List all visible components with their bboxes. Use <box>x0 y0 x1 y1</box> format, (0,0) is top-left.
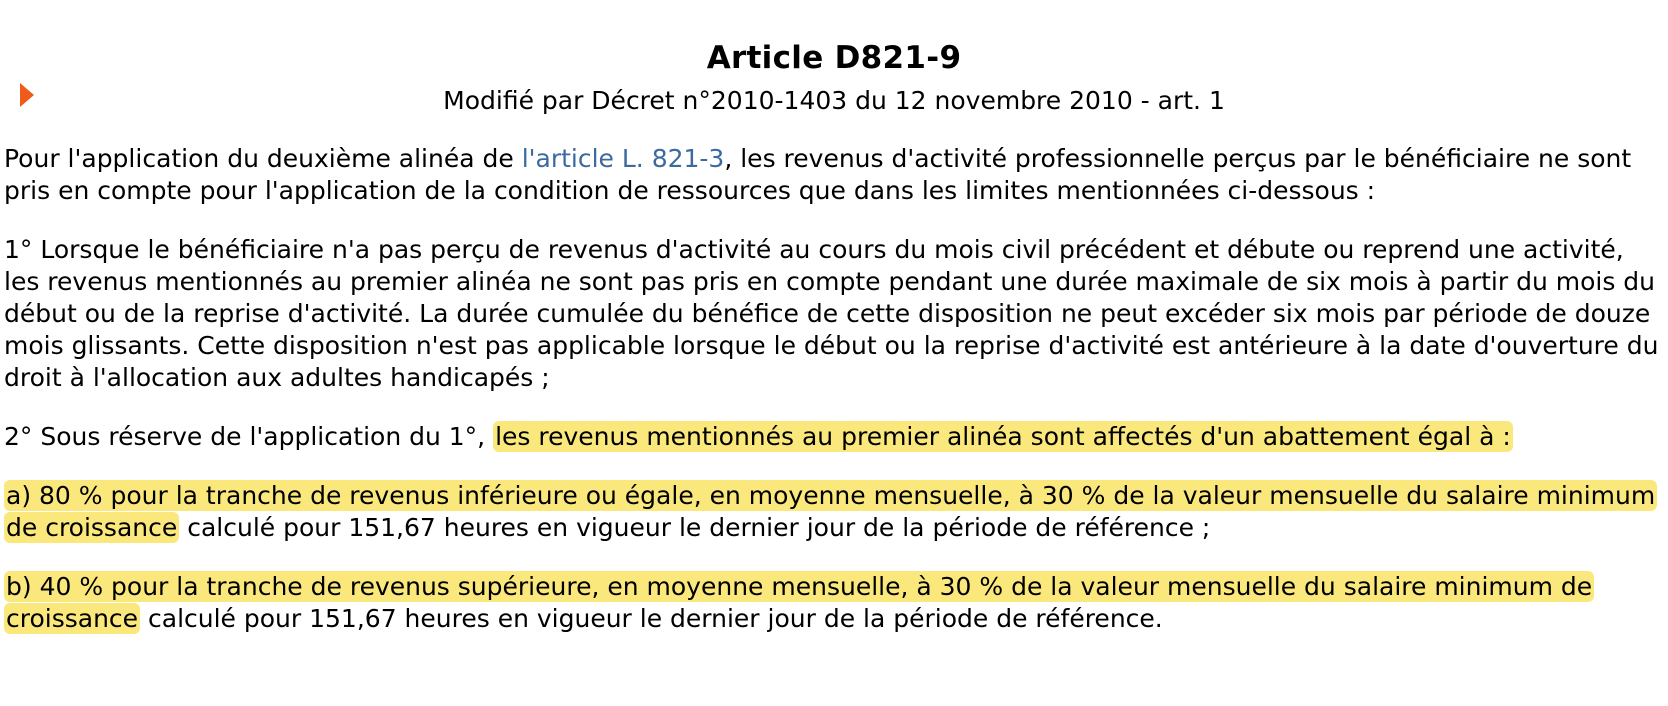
intro-paragraph <box>4 143 1659 207</box>
paragraph-a-text: calculé pour 151,67 heures en vigueur le dernier jour de la période de référence ; <box>179 513 1211 542</box>
article-modification-note: Modifié par Décret n°2010-1403 du 12 novembre 2010 - art. 1 <box>443 86 1225 115</box>
article-title: Article D821-9 <box>706 40 962 76</box>
paragraph-b <box>4 571 1659 635</box>
paragraph-2-highlight: les revenus mentionnés au premier alinéa sont affectés d'un abattement égal à : <box>495 422 1511 451</box>
paragraph-2 <box>4 421 1659 453</box>
article-l821-3-link[interactable]: l'article L. 821-3 <box>521 144 725 173</box>
intro-text-before: Pour l'application du deuxième alinéa de <box>4 144 522 173</box>
article-header <box>0 38 1668 118</box>
paragraph-a <box>4 480 1659 544</box>
intro-text-after: , les revenus d'activité professionnelle perçus par le bénéficiaire ne sont pris en compte pour l'application de la condition de ressources que dans les limites mentionnées ci-dessous : <box>4 144 1632 205</box>
orange-triangle-arrow-icon <box>20 83 34 107</box>
paragraph-b-highlight: b) 40 % pour la tranche de revenus supérieure, en moyenne mensuelle, à 30 % de la valeur mensuelle du salaire minimum de croissance <box>6 572 1593 633</box>
paragraph-b-text: calculé pour 151,67 heures en vigueur le dernier jour de la période de référence. <box>140 604 1163 633</box>
paragraph-2-text: 2° Sous réserve de l'application du 1°, <box>4 422 494 451</box>
paragraph-1: 1° Lorsque le bénéficiaire n'a pas perçu de revenus d'activité au cours du mois civil précédent et débute ou reprend une activité, les revenus mentionnés au premier alinéa ne sont pas pris en compte pendant une durée maximale de six mois à partir du mois du début ou de la reprise d'activité. La durée cumulée du bénéfice de cette disposition ne peut excéder six mois par période de douze mois glissants. Cette disposition n'est pas applicable lorsque le début ou la reprise d'activité est antérieure à la date d'ouverture du droit à l'allocation aux adultes handicapés ; <box>4 235 1659 392</box>
paragraph-a-highlight: a) 80 % pour la tranche de revenus inférieure ou égale, en moyenne mensuelle, à 30 % de la valeur mensuelle du salaire minimum de croissance <box>6 481 1656 542</box>
article-body <box>4 143 1659 662</box>
